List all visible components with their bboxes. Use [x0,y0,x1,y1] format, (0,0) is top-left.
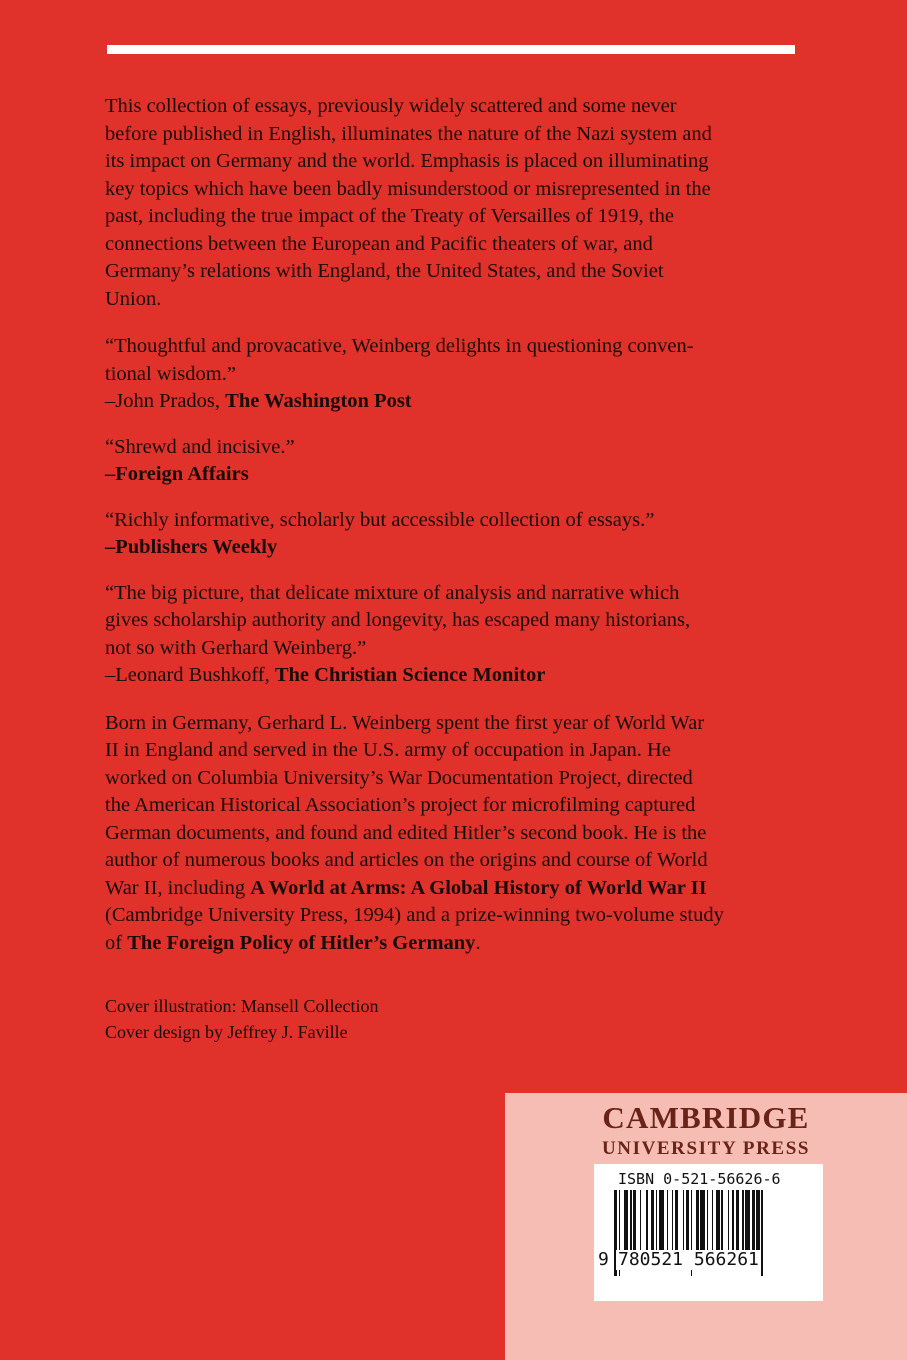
author-bio [105,710,795,958]
barcode-stripe [656,1190,658,1250]
barcode-stripe [700,1190,705,1250]
barcode-stripe [716,1190,719,1250]
description-line: Germany’s relations with England, the United States, and the Soviet [105,260,664,282]
book-title: A World at Arms: A Global History of World War II [250,876,707,899]
book-title: The Foreign Policy of Hitler’s Germany [127,931,476,954]
barcode-stripe [646,1190,648,1250]
review-quote-line: not so with Gerhard Weinberg.” [105,636,367,659]
cover-illustration-credit: Cover illustration: Mansell Collection [105,996,379,1016]
description-line: its impact on Germany and the world. Emphasis is placed on illuminating [105,150,709,172]
barcode-stripe [672,1190,674,1250]
barcode-stripe [728,1190,730,1250]
description-line: Union. [105,287,162,310]
barcode-digits: 780521 566261 [618,1249,759,1270]
back-cover-text [105,93,795,957]
barcode-stripe [756,1190,759,1250]
bio-line: German documents, and found and edited Hitler’s second book. He is the [105,821,707,844]
review-attribution [105,461,795,489]
bio-line: worked on Columbia University’s War Documentation Project, directed [105,766,693,789]
cover-credits [105,993,605,1045]
barcode-stripe [736,1190,739,1250]
barcode-stripe [742,1190,744,1250]
description-line: This collection of essays, previously widely scattered and some never [105,95,677,117]
description-line: before published in English, illuminates the nature of the Nazi system and [105,122,712,145]
review-quote-line: gives scholarship authority and longevity, has escaped many historians, [105,609,691,631]
barcode-stripe [752,1190,755,1250]
review-quote-christian-science-monitor [105,580,795,690]
bio-line: II in England and served in the U.S. army of occupation in Japan. He [105,739,671,761]
isbn-label: ISBN 0-521-56626-6 [618,1170,781,1188]
bio-line: Born in Germany, Gerhard L. Weinberg spent the first year of World War [105,711,705,734]
barcode-stripe [633,1190,636,1250]
review-attribution [105,388,795,416]
review-quote-line: “The big picture, that delicate mixture of analysis and narrative which [105,581,680,604]
description-line: connections between the European and Pacific theaters of war, and [105,232,653,255]
barcode-stripe [745,1190,750,1250]
barcode-stripe [712,1190,714,1250]
barcode-stripe [761,1190,763,1276]
barcode-stripe [721,1190,723,1250]
book-description [105,93,795,313]
barcode-stripe [667,1190,669,1250]
barcode-stripe [659,1190,664,1250]
barcode-stripe [686,1190,689,1250]
review-attribution [105,662,795,690]
bio-line: (Cambridge University Press, 1994) and a prize-winning two-volume study [105,904,724,926]
review-quote-line: “Shrewd and incisive.” [105,435,295,458]
review-source: The Christian Science Monitor [274,664,546,686]
publisher-logo-subname: UNIVERSITY PRESS [601,1138,811,1159]
top-rule [107,45,795,54]
review-quote-line: “Thoughtful and provacative, Weinberg delights in questioning conven- [105,335,694,357]
cover-design-credit: Cover design by Jeffrey J. Faville [105,1022,348,1042]
review-source: The Washington Post [225,390,412,412]
review-quote-washington-post [105,333,795,416]
barcode-stripe [651,1190,654,1250]
barcode-stripe [675,1190,678,1250]
publisher-logo-name: CAMBRIDGE [602,1100,810,1135]
barcode-stripe [683,1190,685,1250]
barcode-stripe [624,1190,629,1250]
bio-line-end: . [475,931,481,954]
bio-line: of [105,931,128,954]
review-quote-publishers-weekly [105,507,795,562]
review-author: –Leonard Bushkoff, [105,664,275,686]
review-author: –John Prados, [105,390,226,412]
barcode-stripe [696,1190,699,1250]
review-quote-foreign-affairs [105,434,795,489]
description-line: past, including the true impact of the Treaty of Versailles of 1919, the [105,205,674,227]
barcode-stripe [732,1190,734,1250]
review-source: –Foreign Affairs [105,463,249,485]
bio-line: War II, including [105,876,251,899]
review-quote-line: “Richly informative, scholarly but accessible collection of essays.” [105,508,655,531]
barcode-stripe [707,1190,709,1250]
description-line: key topics which have been badly misunderstood or misrepresented in the [105,177,711,200]
bio-line: author of numerous books and articles on the origins and course of World [105,849,708,871]
barcode-stripe [630,1190,632,1250]
barcode-stripe [640,1190,642,1250]
barcode-first-digit: 9 [598,1249,609,1270]
review-quote-line: tional wisdom.” [105,362,236,385]
review-source: –Publishers Weekly [105,536,278,558]
review-attribution [105,534,795,562]
bio-line: the American Historical Association’s project for microfilming captured [105,794,696,816]
